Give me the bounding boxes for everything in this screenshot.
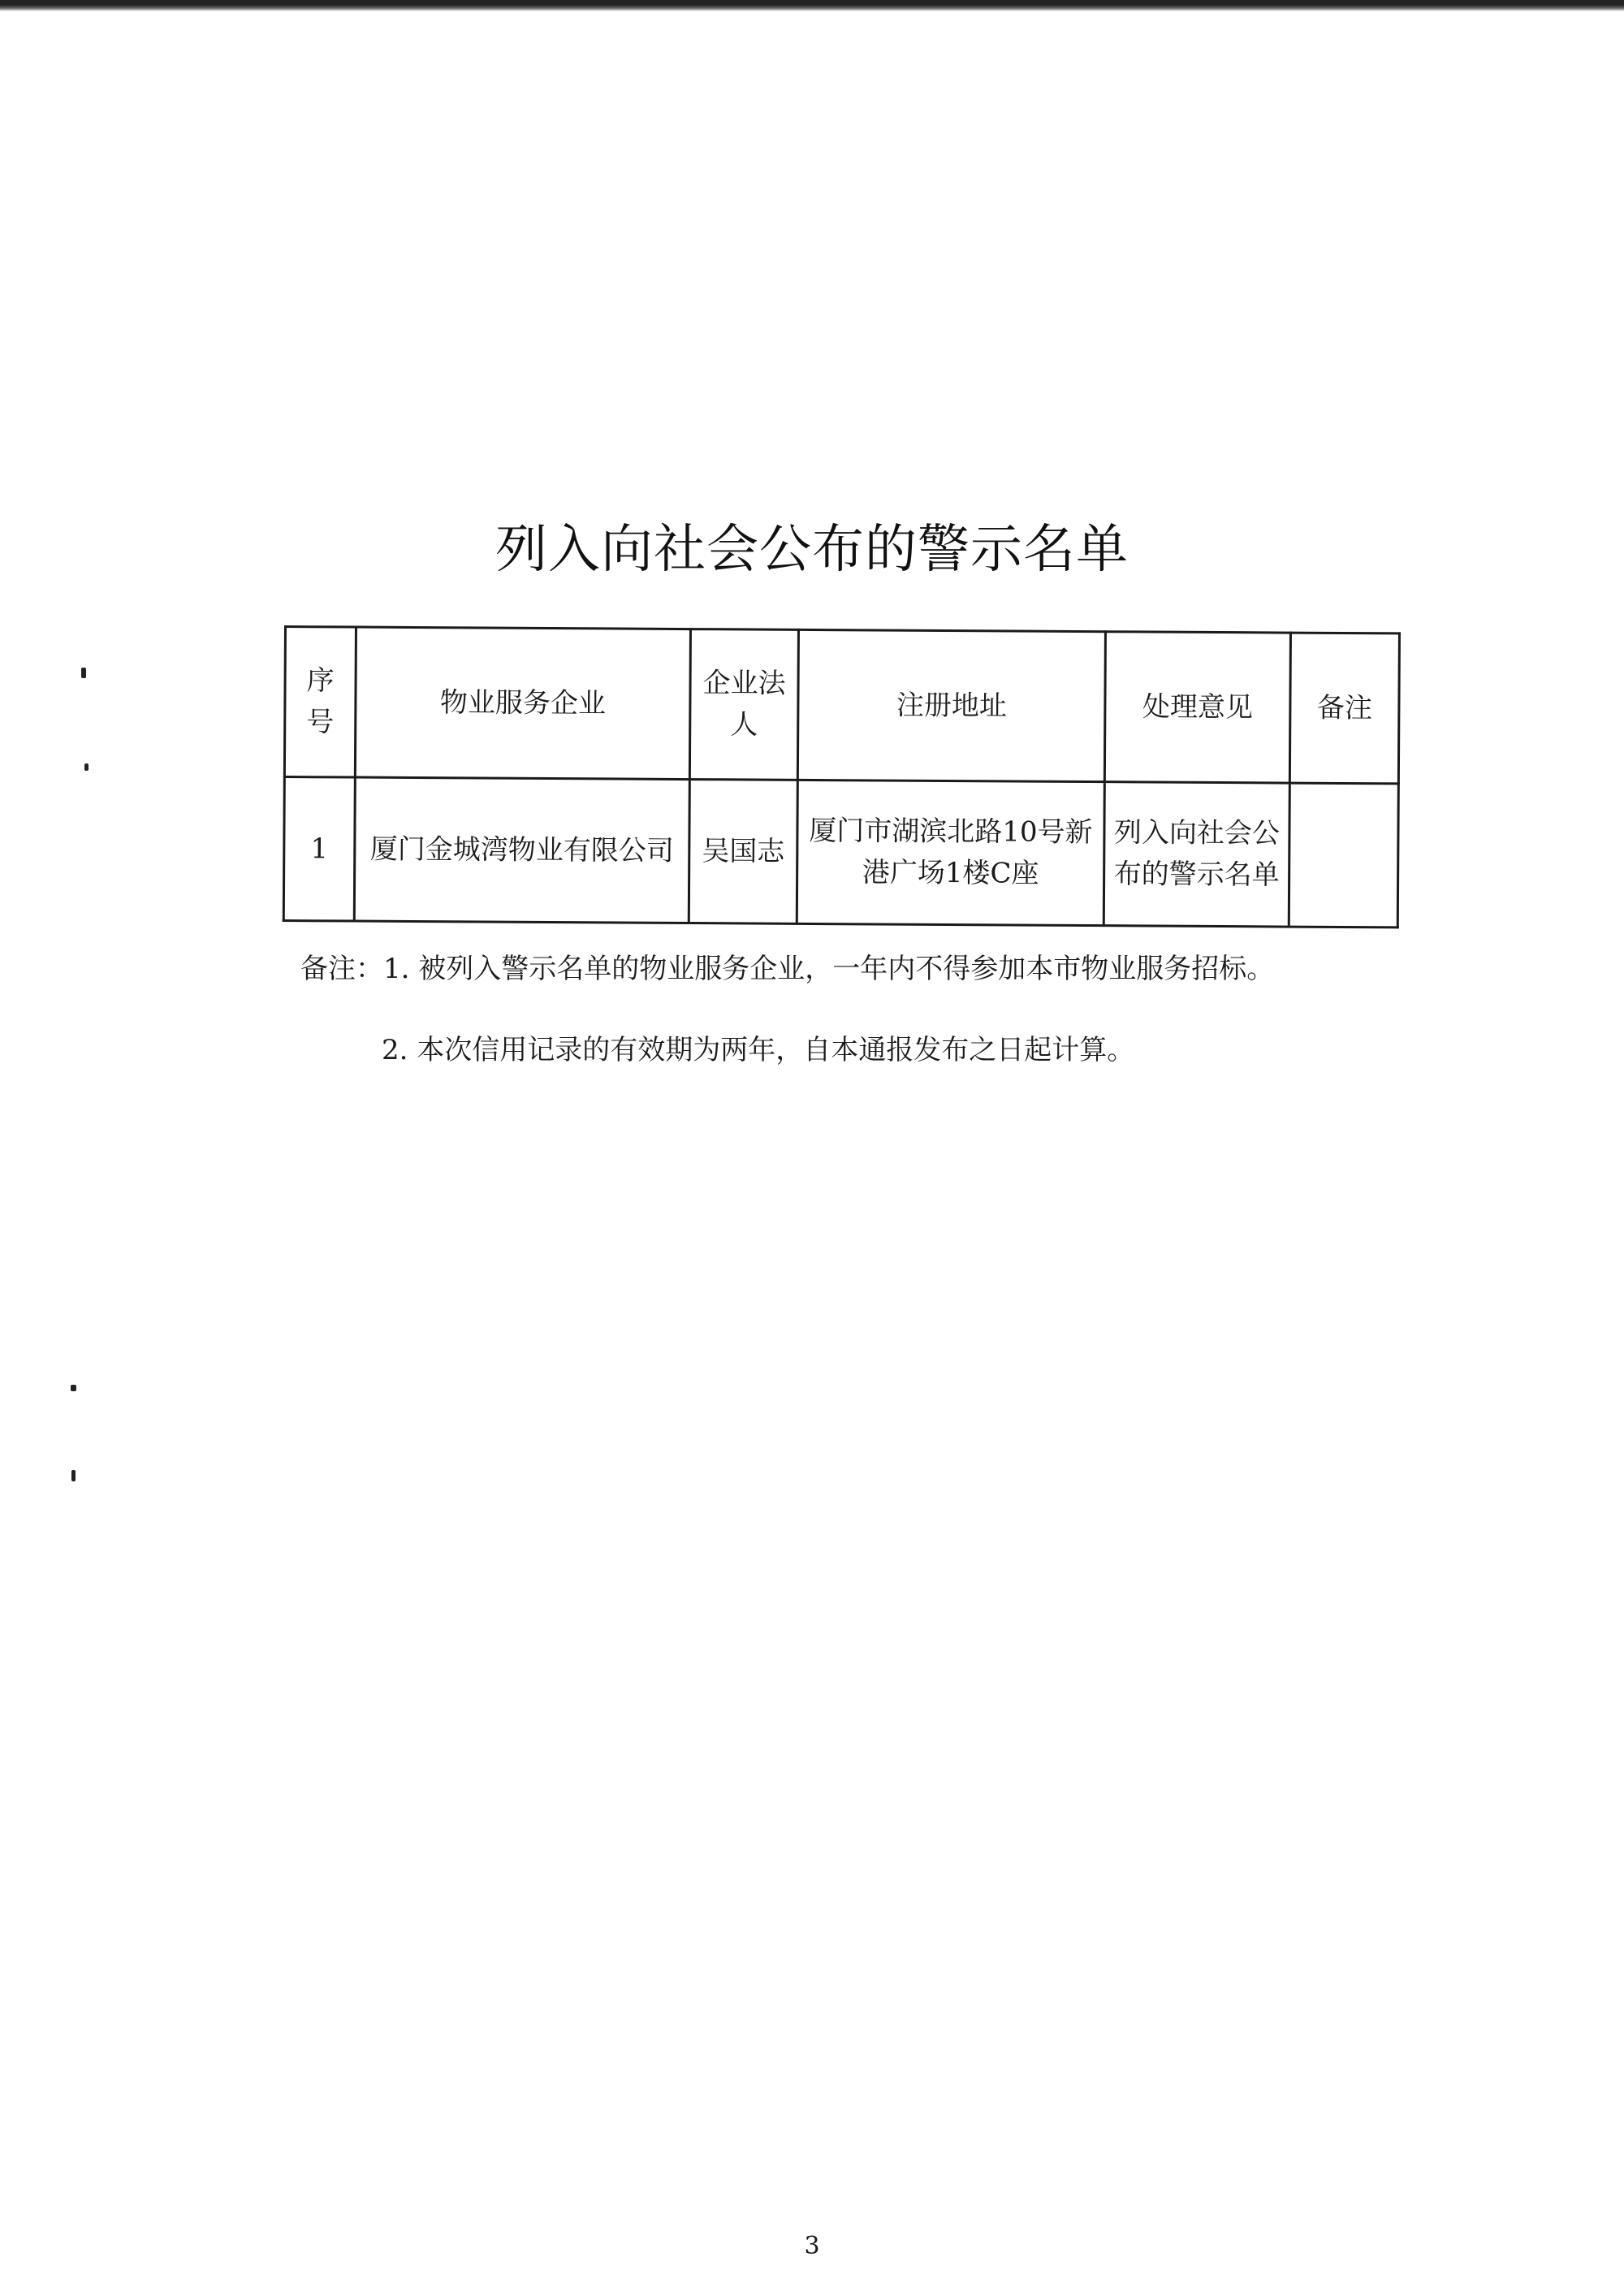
scan-speck [71, 1470, 76, 1481]
note-item [300, 1031, 1274, 1070]
cell-company: 厦门金城湾物业有限公司 [354, 777, 689, 923]
page-number: 3 [804, 2232, 820, 2260]
cell-handling-opinion: 列入向社会公布的警示名单 [1104, 782, 1289, 927]
header-registered-address: 注册地址 [797, 629, 1105, 781]
scan-speck [81, 668, 86, 678]
table-row [283, 777, 1398, 927]
notes-section [300, 950, 1274, 1070]
scan-top-edge [0, 0, 1624, 11]
header-remarks: 备注 [1289, 633, 1399, 784]
scan-speck [84, 763, 89, 771]
cell-serial-number: 1 [283, 777, 355, 922]
note-item [300, 950, 1274, 989]
page-title: 列入向社会公布的警示名单 [495, 520, 1129, 580]
warning-list-table [283, 625, 1401, 928]
scan-speck [71, 1385, 76, 1391]
notes-prefix: 备注： [300, 953, 383, 985]
header-company: 物业服务企业 [355, 627, 690, 780]
header-handling-opinion: 处理意见 [1104, 632, 1290, 783]
cell-legal-representative: 吴国志 [689, 780, 797, 924]
table-header-row [284, 627, 1399, 784]
cell-registered-address: 厦门市湖滨北路10号新港广场1楼C座 [797, 780, 1104, 925]
header-legal-representative: 企业法人 [689, 629, 798, 780]
note-text: 1. 被列入警示名单的物业服务企业，一年内不得参加本市物业服务招标。 [383, 953, 1275, 985]
note-text: 2. 本次信用记录的有效期为两年，自本通报发布之日起计算。 [382, 1033, 1135, 1066]
cell-remarks [1289, 783, 1398, 927]
header-serial-number: 序号 [284, 627, 356, 778]
